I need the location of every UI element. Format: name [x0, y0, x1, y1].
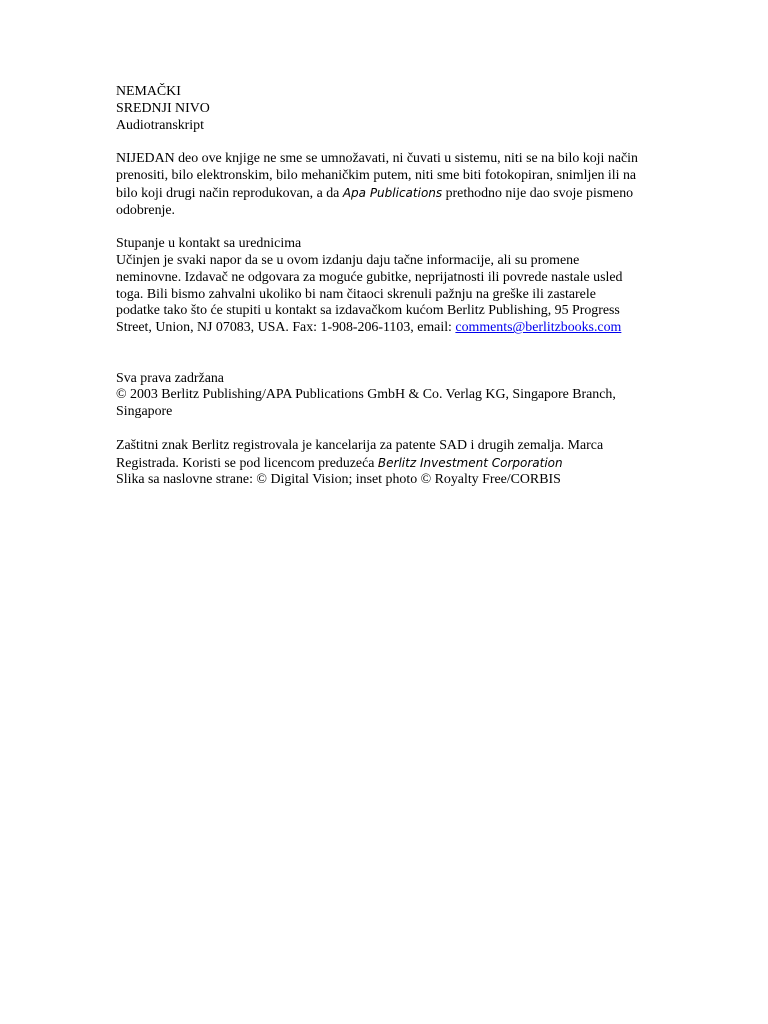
contact-line-3: toga. Bili bismo zahvalni ukoliko bi nam čitaoci skrenuli pažnju na greške ili zastarele [116, 286, 596, 302]
trademark-section [116, 438, 656, 489]
title-subtitle: Audiotranskript [116, 117, 204, 133]
trademark-line-1: Zaštitni znak Berlitz registrovala je kancelarija za patente SAD i drugih zemalja. Marca [116, 437, 604, 453]
copyright-line-1: Sva prava zadržana [116, 370, 224, 386]
rights-line-2: prenositi, bilo elektronskim, bilo mehaničkim putem, niti sme biti fotokopiran, snimljen ili na [116, 167, 637, 183]
title-language: NEMAČKI [116, 84, 181, 99]
contact-line-5 [116, 320, 656, 337]
contact-line-1: Učinjen je svaki napor da se u ovom izdanju daju tačne informacije, ali su promene [116, 252, 580, 268]
title-block [116, 84, 656, 134]
trademark-line-2 [116, 455, 656, 473]
rights-notice [116, 151, 656, 219]
copyright-line-2: © 2003 Berlitz Publishing/APA Publications GmbH & Co. Verlag KG, Singapore Branch, [116, 387, 616, 403]
rights-line-1: NIJEDAN deo ove knjige ne sme se umnožavati, ni čuvati u sistemu, niti se na bilo koji način [116, 151, 638, 167]
rights-line-4: odobrenje. [116, 202, 176, 218]
contact-heading: Stupanje u kontakt sa urednicima [116, 236, 302, 252]
rights-line-3-pre: bilo koji drugi način reprodukovan, a da [116, 185, 343, 201]
trademark-line-2-pre: Registrada. Koristi se pod licencom preduzeća [116, 455, 378, 471]
contact-line-5-pre: Street, Union, NJ 07083, USA. Fax: 1-908-206-1103, email: [116, 320, 456, 336]
corporation-name-italic: Berlitz Investment Corporation [377, 455, 563, 470]
rights-line-3 [116, 185, 656, 203]
rights-line-3-post: prethodno nije dao svoje pismeno [442, 185, 634, 201]
email-link[interactable]: comments@berlitzbooks.com [455, 320, 622, 336]
copyright-section [116, 371, 656, 421]
contact-section [116, 236, 656, 337]
trademark-line-3: Slika sa naslovne strane: © Digital Vision; inset photo © Royalty Free/CORBIS [116, 472, 561, 488]
publisher-name-italic: Apa Publications [342, 185, 443, 200]
contact-line-4: podatke tako što će stupiti u kontakt sa izdavačkom kućom Berlitz Publishing, 95 Progress [116, 303, 620, 319]
title-level: SREDNJI NIVO [116, 100, 210, 116]
contact-line-2: neminovne. Izdavač ne odgovara za moguće gubitke, neprijatnosti ili povrede nastale usled [116, 269, 623, 285]
document-page [116, 84, 656, 489]
copyright-line-3: Singapore [116, 404, 173, 420]
